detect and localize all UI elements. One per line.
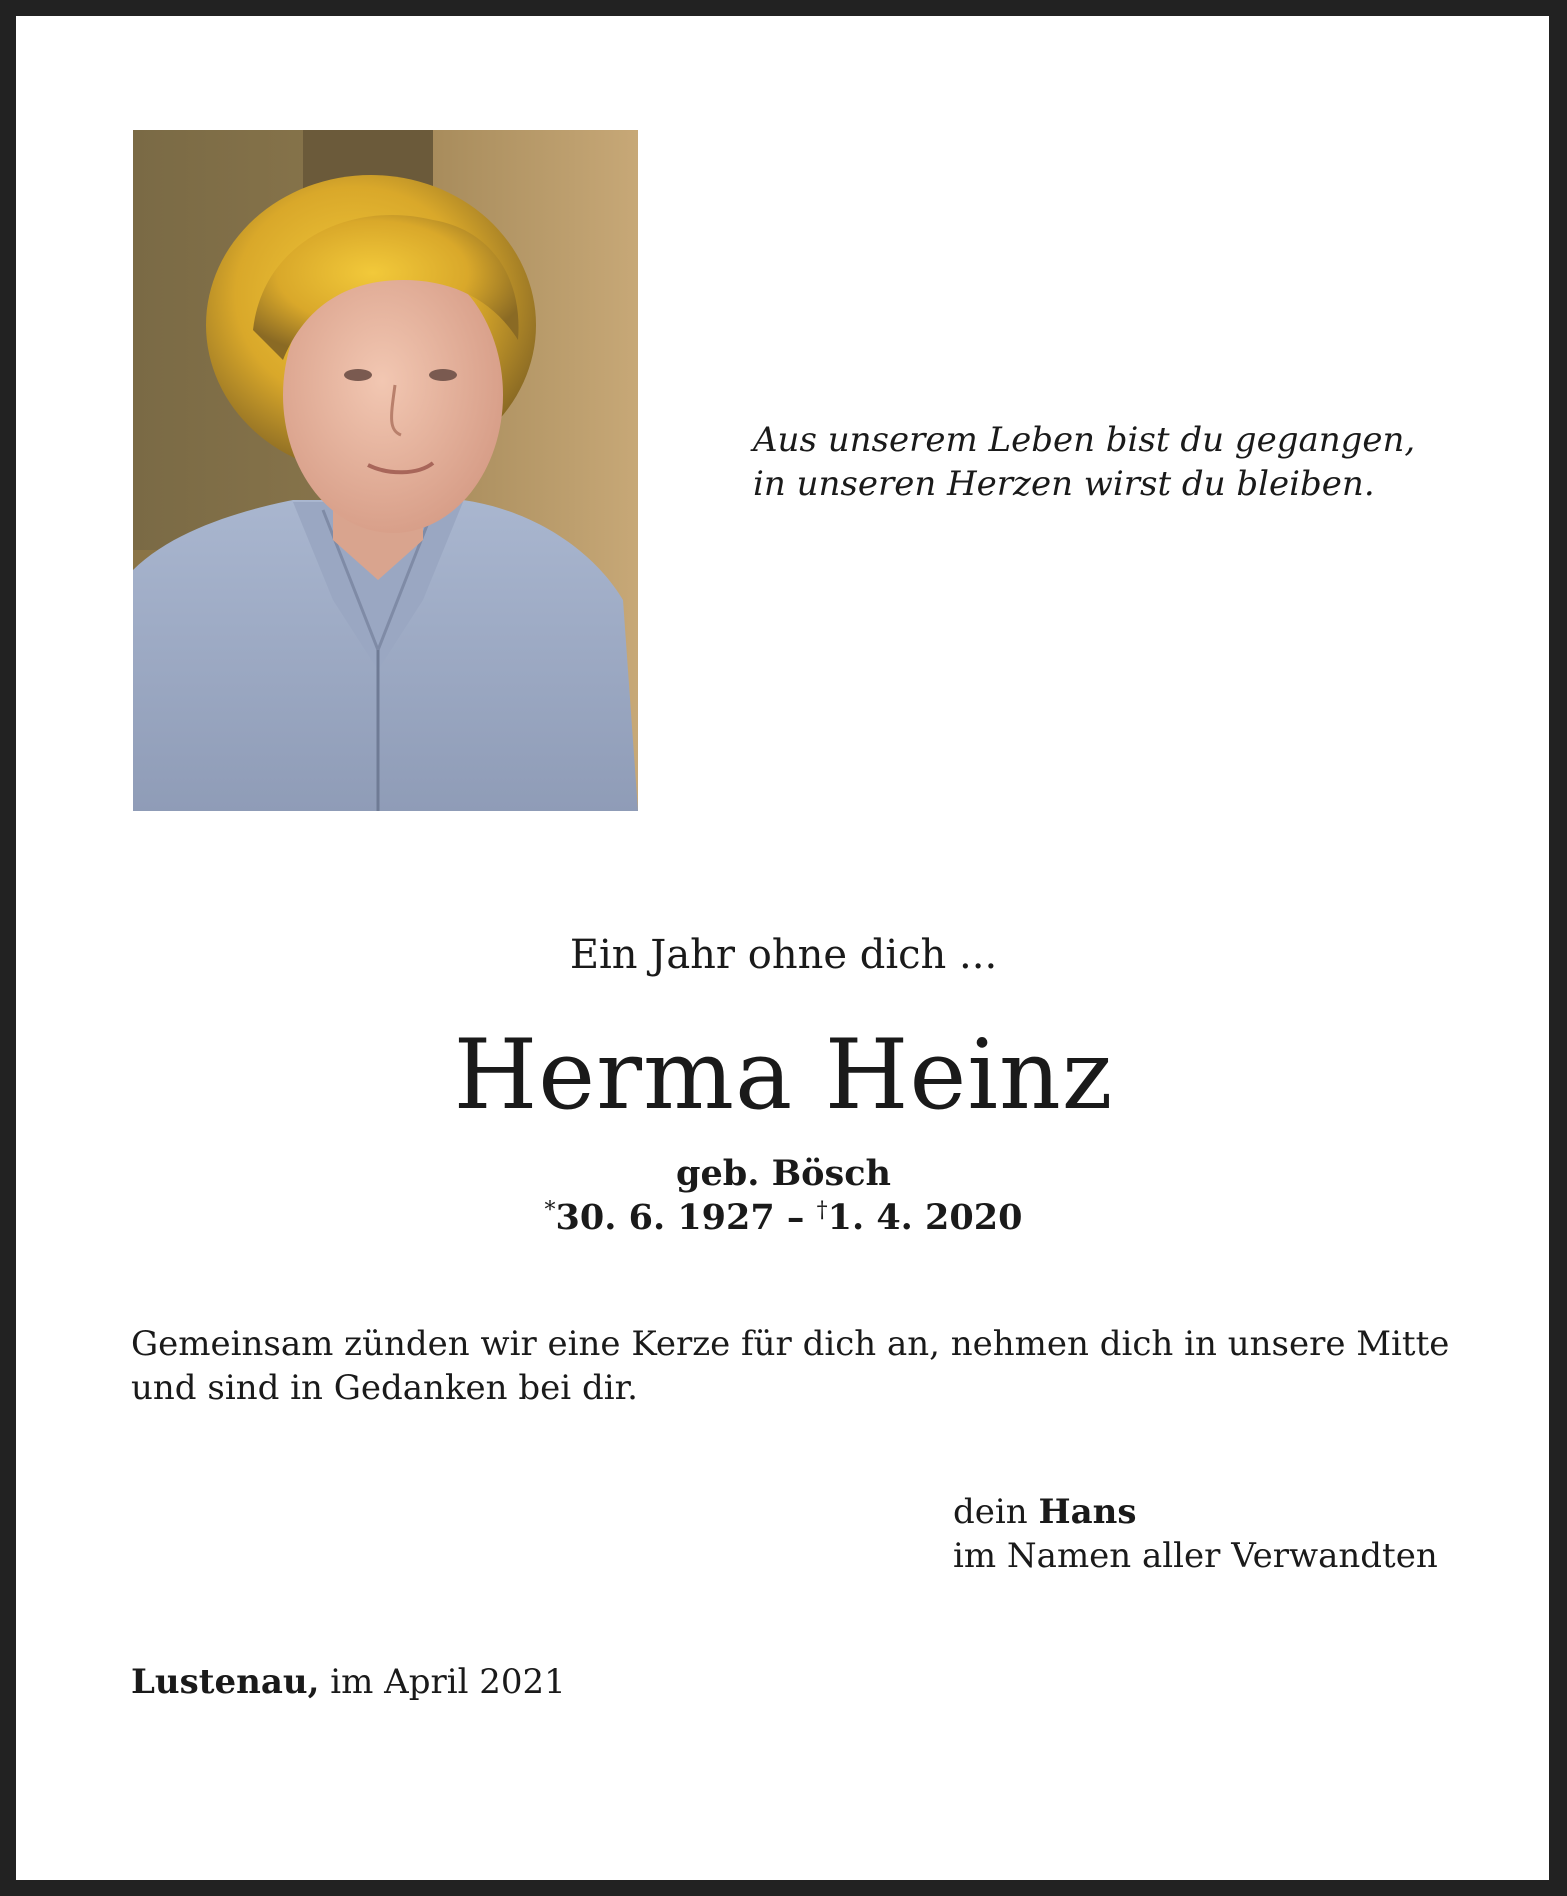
portrait-photo (133, 130, 638, 811)
maiden-name: geb. Bösch (676, 1153, 891, 1194)
memorial-message (131, 1322, 1451, 1410)
intro-text: Ein Jahr ohne dich ... (569, 932, 998, 978)
quote-line-2: in unseren Herzen wirst du bleiben. (753, 464, 1375, 504)
message-line-2: und sind in Gedanken bei dir. (131, 1368, 638, 1408)
place-town: Lustenau, (131, 1662, 320, 1702)
signature-name: Hans (1038, 1492, 1137, 1532)
date-separator: – (774, 1197, 817, 1238)
death-symbol: † (816, 1198, 828, 1223)
signature-prefix: dein (953, 1492, 1039, 1532)
message-line-1: Gemeinsam zünden wir eine Kerze für dich an, nehmen dich in unsere Mitte (131, 1324, 1450, 1364)
signature-line-2: im Namen aller Verwandten (953, 1536, 1438, 1576)
memorial-quote (753, 418, 1415, 506)
death-date: 1. 4. 2020 (827, 1197, 1023, 1238)
birth-symbol: * (544, 1198, 556, 1223)
deceased-name: Herma Heinz (453, 1019, 1114, 1131)
birth-date: 30. 6. 1927 (555, 1197, 775, 1238)
signature-line-1 (953, 1490, 1438, 1534)
life-dates (0, 1196, 1567, 1240)
place-and-date (131, 1660, 566, 1704)
quote-line-1: Aus unserem Leben bist du gegangen, (753, 420, 1416, 460)
signature (953, 1490, 1438, 1578)
place-date: im April 2021 (319, 1662, 566, 1702)
